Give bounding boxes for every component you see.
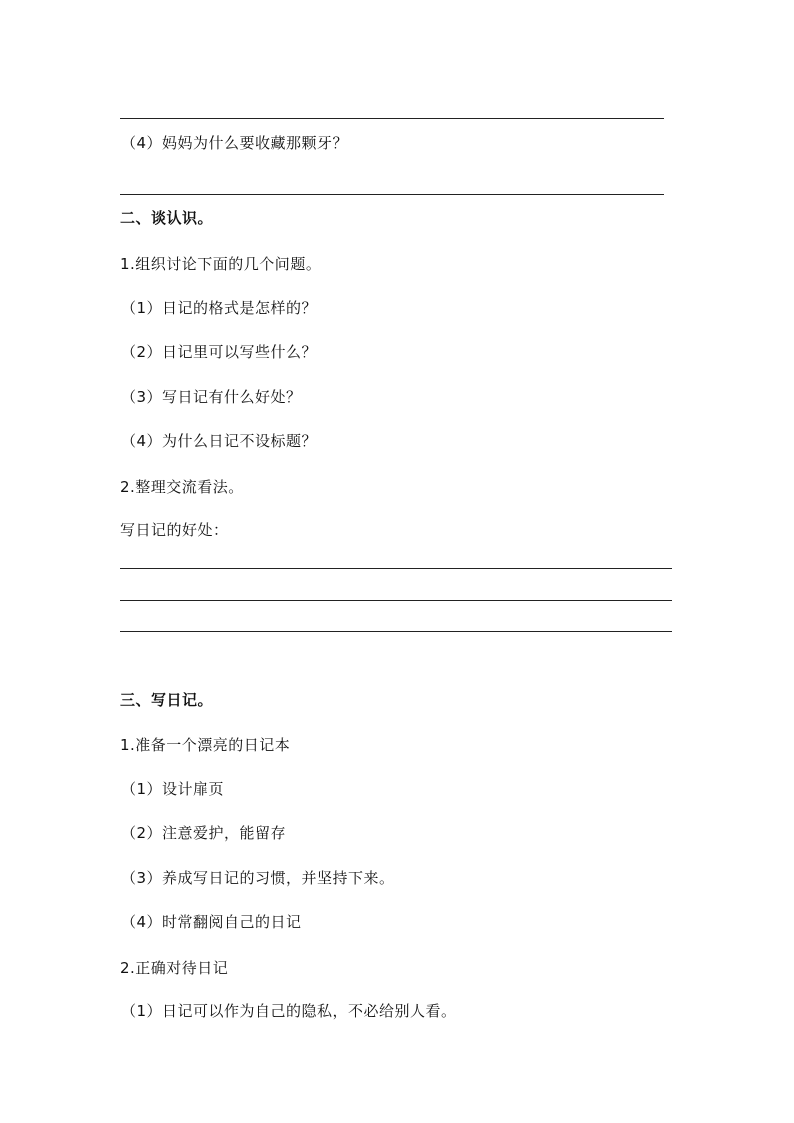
item-1-notebook: 1.准备一个漂亮的日记本 <box>120 736 291 754</box>
benefits-label: 写日记的好处： <box>120 521 229 539</box>
answer-line-5 <box>120 631 672 632</box>
question-4-mother-tooth: （4）妈妈为什么要收藏那颗牙？ <box>121 134 349 152</box>
notebook-point-2: （2）注意爱护，能留存 <box>121 824 287 842</box>
answer-line-3 <box>120 568 672 569</box>
discussion-question-2: （2）日记里可以写些什么？ <box>121 343 318 361</box>
item-1-discussion: 1.组织讨论下面的几个问题。 <box>120 255 322 273</box>
discussion-question-4: （4）为什么日记不设标题？ <box>121 432 318 450</box>
item-2-summary: 2.整理交流看法。 <box>120 478 244 496</box>
discussion-question-1: （1）日记的格式是怎样的？ <box>121 299 318 317</box>
answer-line-2 <box>120 194 664 195</box>
section-heading-3: 三、写日记。 <box>120 691 214 709</box>
notebook-point-1: （1）设计扉页 <box>121 780 225 798</box>
item-2-treat-diary: 2.正确对待日记 <box>120 959 229 977</box>
treat-diary-point-1: （1）日记可以作为自己的隐私，不必给别人看。 <box>121 1002 457 1020</box>
notebook-point-3: （3）养成写日记的习惯，并坚持下来。 <box>121 869 395 887</box>
notebook-point-4: （4）时常翻阅自己的日记 <box>121 913 302 931</box>
section-heading-2: 二、谈认识。 <box>120 209 214 227</box>
answer-line-4 <box>120 600 672 601</box>
answer-line-1 <box>120 118 664 119</box>
discussion-question-3: （3）写日记有什么好处？ <box>121 388 302 406</box>
